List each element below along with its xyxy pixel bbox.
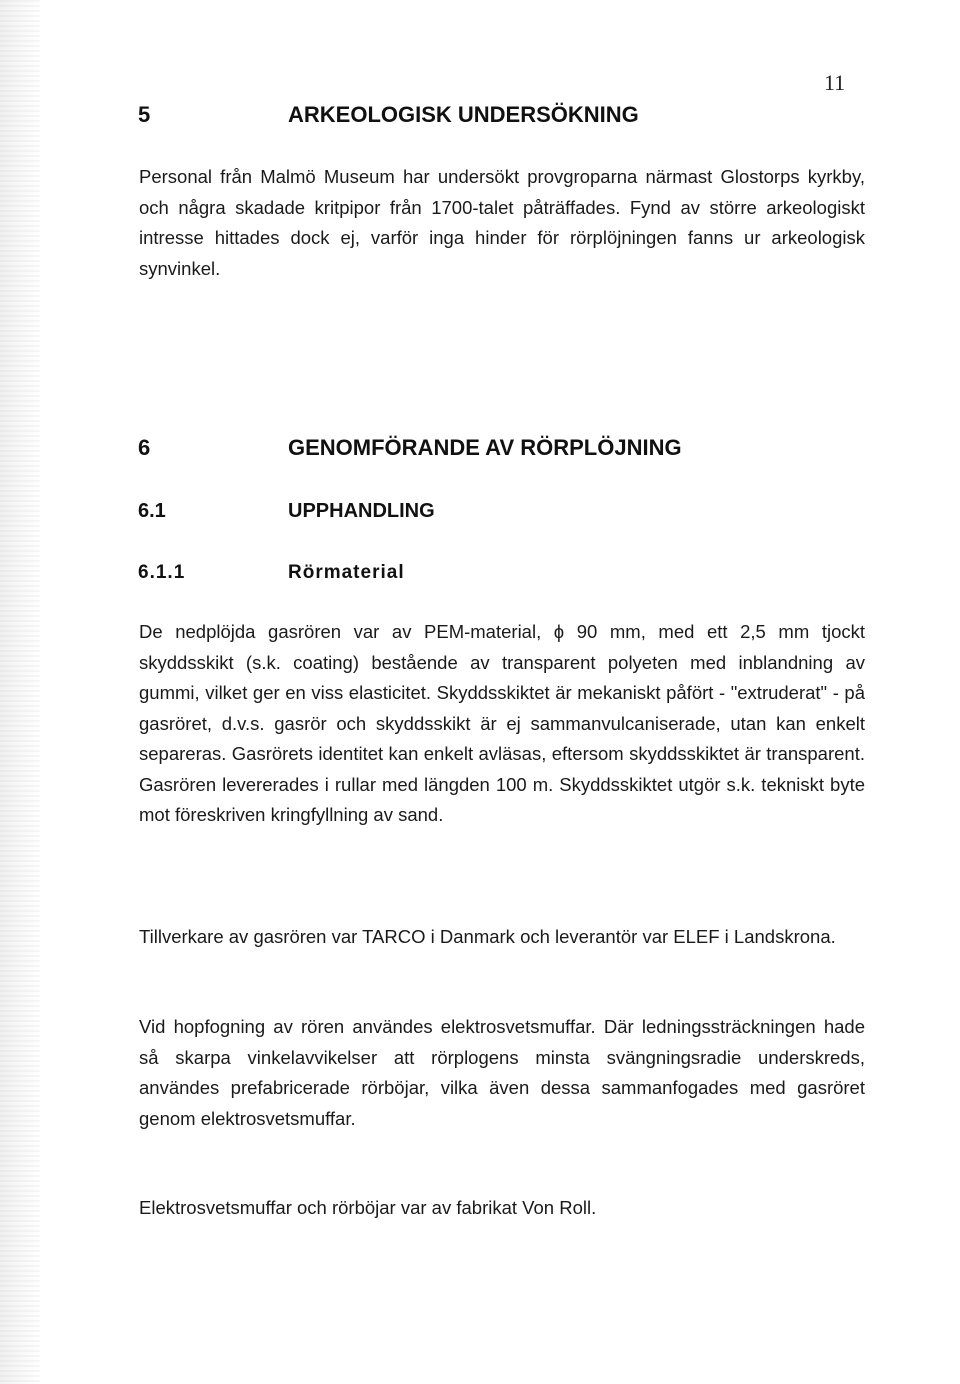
scan-edge-artifact [0, 0, 40, 1384]
section-number: 6.1.1 [138, 562, 186, 583]
section-number: 6 [138, 435, 151, 460]
paragraph-joining: Vid hopfogning av rören användes elektrosvetsmuffar. Där ledningssträckningen hade så skarpa vinkelavvikelser att rörplogens minsta svängningsradie underskreds, användes prefabricerade rörböjar, vilka även dessa sammanfogades med gasröret genom elektrosvetsmuffar. [139, 1016, 865, 1129]
page-number: 11 [824, 70, 846, 95]
section-number: 5 [138, 102, 151, 127]
section-number: 6.1 [138, 500, 166, 522]
paragraph-pipe-material: De nedplöjda gasrören var av PEM-material, ϕ 90 mm, med ett 2,5 mm tjockt skyddsskikt (s.k. coating) bestående av transparent polyeten med inblandning av gummi, vilket ger en viss elasticitet. Skyddsskiktet är mekaniskt påfört - "extruderat" - på gasröret, d.v.s. gasrör och skyddsskikt är ej sammanvulcaniserade, utan kan enkelt separeras. Gasrörets identitet kan enkelt avläsas, eftersom skyddsskiktet är transparent. Gasrören levererades i rullar med längden 100 m. Skyddsskiktet utgör s.k. tekniskt byte mot föreskriven kringfyllning av sand. [139, 621, 865, 825]
section-title: GENOMFÖRANDE AV RÖRPLÖJNING [288, 435, 682, 460]
section-title: ARKEOLOGISK UNDERSÖKNING [288, 102, 639, 127]
paragraph-archaeology: Personal från Malmö Museum har undersökt provgroparna närmast Glostorps kyrkby, och några skadade kritpipor från 1700-talet påträffades. Fynd av större arkeologiskt intresse hittades dock ej, varför inga hinder för rörplöjningen fanns ur arkeologisk synvinkel. [139, 166, 865, 279]
paragraph-manufacturer: Tillverkare av gasrören var TARCO i Danmark och leverantör var ELEF i Landskrona. [139, 926, 836, 947]
section-title: Rörmaterial [288, 562, 405, 583]
paragraph-fittings: Elektrosvetsmuffar och rörböjar var av fabrikat Von Roll. [139, 1197, 597, 1218]
section-title: UPPHANDLING [288, 500, 435, 522]
